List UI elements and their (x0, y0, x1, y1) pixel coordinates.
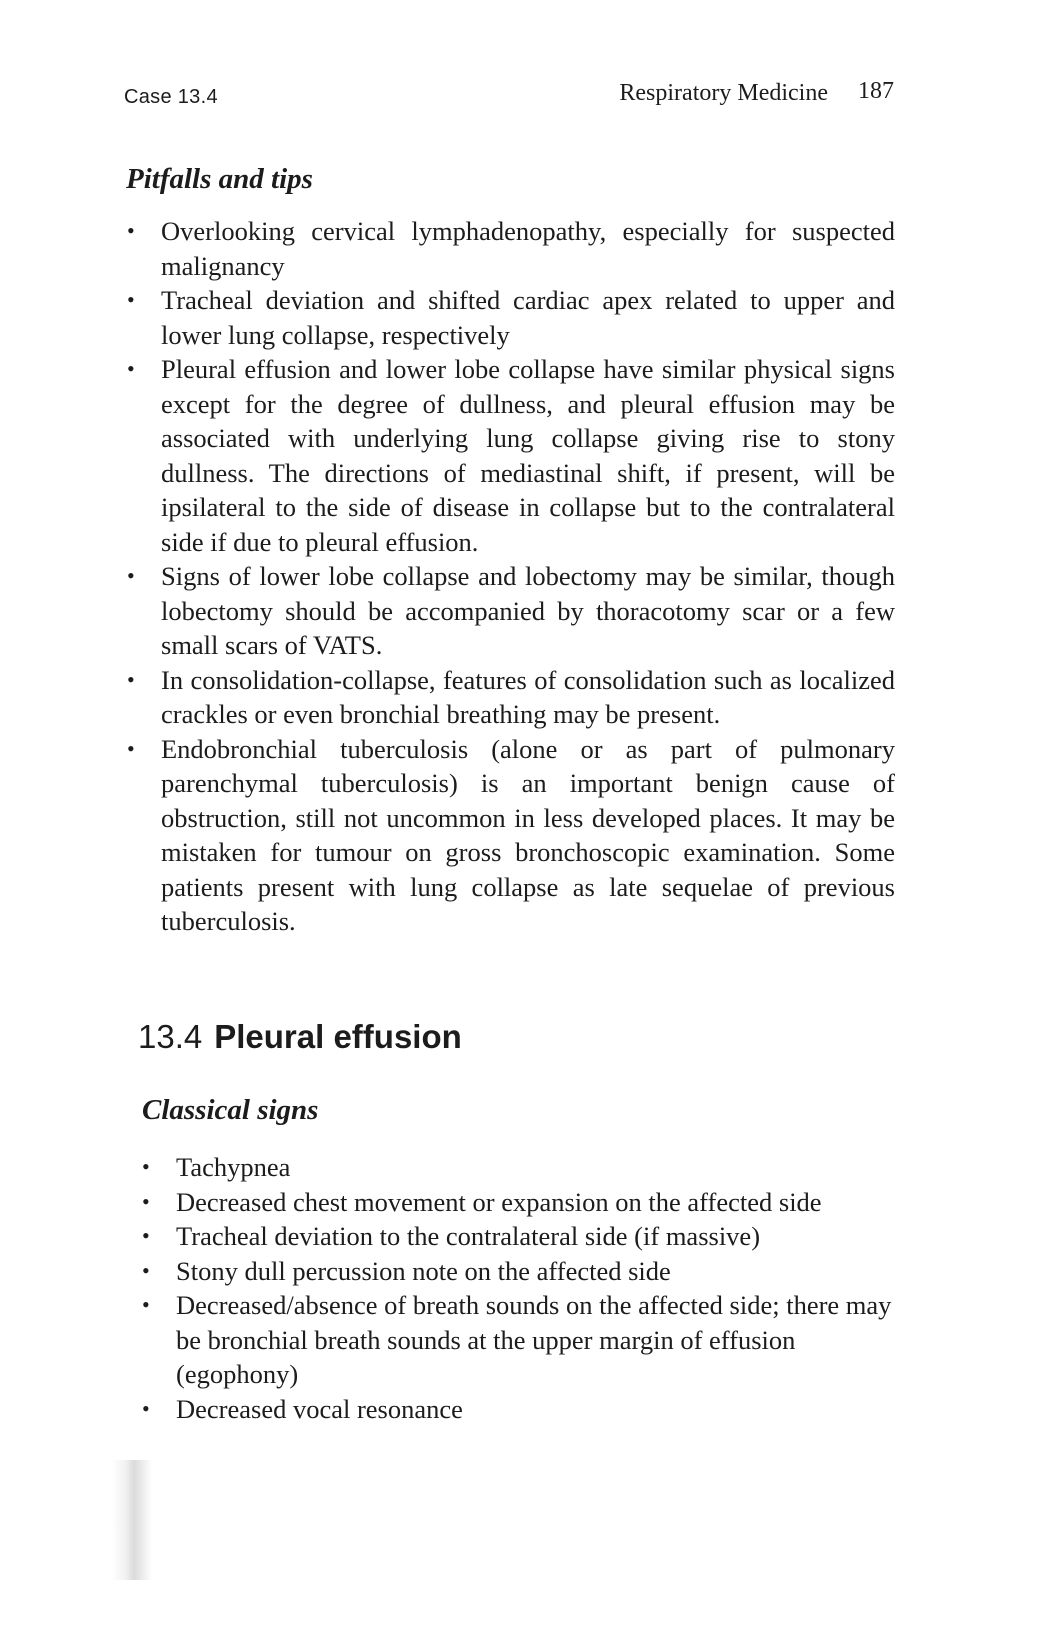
list-item-text: Tracheal deviation and shifted cardiac apex related to upper and lower lung collapse, respectively (161, 285, 895, 350)
bullet-icon: • (127, 563, 135, 588)
list-item-text: Tachypnea (176, 1152, 291, 1182)
list-item (140, 1150, 905, 1185)
list-item-text: Signs of lower lobe collapse and lobectomy may be similar, though lobectomy should be accompanied by thoracotomy scar or a few small scars of VATS. (161, 561, 895, 660)
bullet-icon: • (142, 1395, 150, 1421)
pitfalls-list (125, 214, 895, 939)
section-heading (138, 1018, 462, 1056)
list-item (125, 663, 895, 732)
bullet-icon: • (127, 218, 135, 243)
list-item-text: Endobronchial tuberculosis (alone or as part of pulmonary parenchymal tuberculosis) is an important benign cause of obstruction, still not uncommon in less developed places. It may be mistaken for tumour on gross bronchoscopic examination. Some patients present with lung collapse as late sequelae of previous tuberculosis. (161, 733, 895, 936)
list-item (125, 283, 895, 352)
case-label: Case 13.4 (124, 86, 218, 108)
classical-signs-heading: Classical signs (142, 1094, 319, 1126)
section-running-title: Respiratory Medicine (619, 80, 828, 106)
section-number: 13.4 (138, 1018, 203, 1055)
list-item (140, 1392, 905, 1427)
bullet-icon: • (142, 1257, 150, 1283)
list-item-text: In consolidation-collapse, features of consolidation such as localized crackles or even bronchial breathing may be present. (161, 664, 895, 729)
scan-edge-shadow (112, 1460, 152, 1580)
running-header (124, 80, 894, 114)
bullet-icon: • (127, 735, 135, 761)
bullet-icon: • (127, 356, 135, 381)
bullet-icon: • (127, 666, 135, 692)
list-item-text: Overlooking cervical lymphadenopathy, especially for suspected malignancy (161, 216, 895, 281)
list-item-text: Decreased chest movement or expansion on the affected side (176, 1186, 822, 1217)
classical-signs-list (140, 1150, 905, 1426)
section-title: Pleural effusion (214, 1018, 462, 1055)
list-item-text: Pleural effusion and lower lobe collapse have similar physical signs except for the degree of dullness, and pleural effusion may be associated with underlying lung collapse giving rise to stony dullness. The directions of mediastinal shift, if present, will be ipsilateral to the side of disease in collapse but to the contralateral side if due to pleural effusion. (161, 354, 895, 557)
pitfalls-heading: Pitfalls and tips (126, 163, 313, 195)
list-item (125, 732, 895, 939)
page-number: 187 (858, 78, 894, 104)
list-item (140, 1288, 905, 1392)
list-item-text: Tracheal deviation to the contralateral side (if massive) (176, 1221, 761, 1251)
list-item (125, 214, 895, 283)
bullet-icon: • (142, 1154, 150, 1179)
list-item-text: Decreased/absence of breath sounds on the affected side; there may be bronchial breath sounds at the upper margin of effusion (egophony) (176, 1290, 892, 1389)
list-item (125, 559, 895, 663)
bullet-icon: • (142, 1223, 150, 1248)
bullet-icon: • (142, 1292, 150, 1317)
bullet-icon: • (127, 287, 135, 312)
list-item (140, 1219, 905, 1254)
list-item (125, 352, 895, 559)
list-item (140, 1254, 905, 1289)
list-item (140, 1185, 905, 1220)
list-item-text: Stony dull percussion note on the affected side (176, 1255, 671, 1286)
list-item-text: Decreased vocal resonance (176, 1393, 463, 1424)
bullet-icon: • (142, 1188, 150, 1214)
